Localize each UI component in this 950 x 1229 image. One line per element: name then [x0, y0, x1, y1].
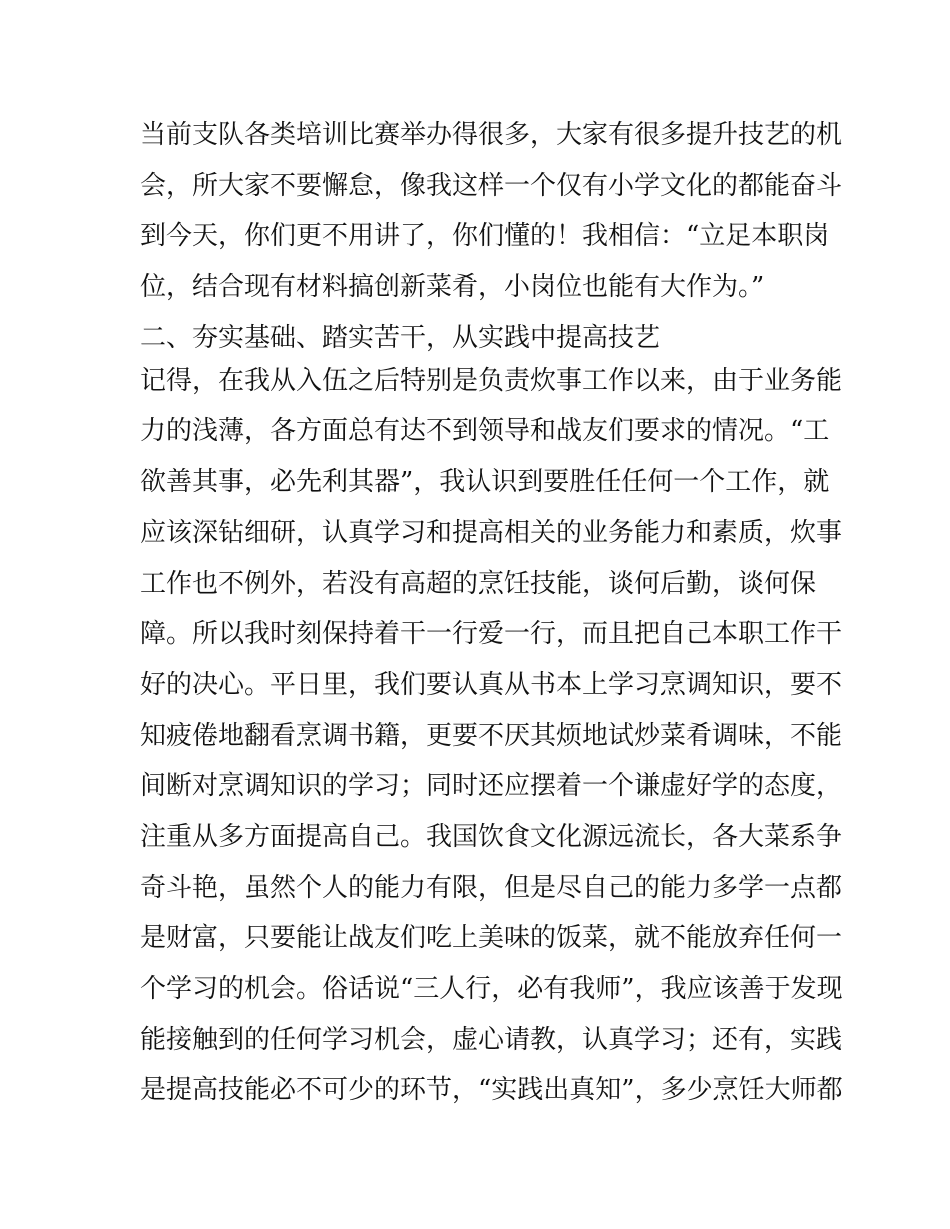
text-line: 欲善其事，必先利其器”，我认识到要胜任任何一个工作，就: [140, 467, 830, 498]
text-line: 应该深钻细研，认真学习和提高相关的业务能力和素质，炊事: [140, 517, 843, 548]
text-line: 会，所大家不要懈怠，像我这样一个仅有小学文化的都能奋斗: [140, 170, 843, 201]
text-line: 当前支队各类培训比赛举办得很多，大家有很多提升技艺的机: [140, 120, 843, 150]
text-line: 到今天，你们更不用讲了，你们懂的！我相信：“立足本职岗: [140, 221, 830, 252]
text-line: 是财富，只要能让战友们吃上美味的饭菜，就不能放弃任何一: [140, 923, 843, 954]
text-line: 位，结合现有材料搞创新菜肴，小岗位也能有大作为。”: [140, 272, 765, 303]
text-line: 工作也不例外，若没有高超的烹饪技能，谈何后勤，谈何保: [140, 568, 817, 599]
text-line: 是提高技能必不可少的环节，“实践出真知”，多少烹饪大师都: [140, 1075, 843, 1106]
text-line: 间断对烹调知识的学习；同时还应摆着一个谦虚好学的态度，: [140, 771, 843, 802]
text-line: 知疲倦地翻看烹调书籍，更要不厌其烦地试炒菜肴调味，不能: [140, 720, 843, 751]
text-line: 个学习的机会。俗话说“三人行，必有我师”，我应该善于发现: [140, 974, 843, 1004]
body-text: [140, 110, 843, 1116]
text-line: 障。所以我时刻保持着干一行爱一行，而且把自己本职工作干: [140, 619, 843, 650]
text-line: 记得，在我从入伍之后特别是负责炊事工作以来，由于业务能: [140, 365, 843, 396]
section-heading: 二、夯实基础、踏实苦干，从实践中提高技艺: [140, 322, 661, 353]
text-line: 注重从多方面提高自己。我国饮食文化源远流长，各大菜系争: [140, 821, 843, 852]
text-line: 能接触到的任何学习机会，虚心请教，认真学习；还有，实践: [140, 1024, 843, 1055]
text-line: 力的浅薄，各方面总有达不到领导和战友们要求的情况。“工: [140, 416, 830, 447]
text-line: 奇斗艳，虽然个人的能力有限，但是尽自己的能力多学一点都: [140, 872, 843, 903]
text-line: 好的决心。平日里，我们要认真从书本上学习烹调知识，要不: [140, 669, 843, 700]
